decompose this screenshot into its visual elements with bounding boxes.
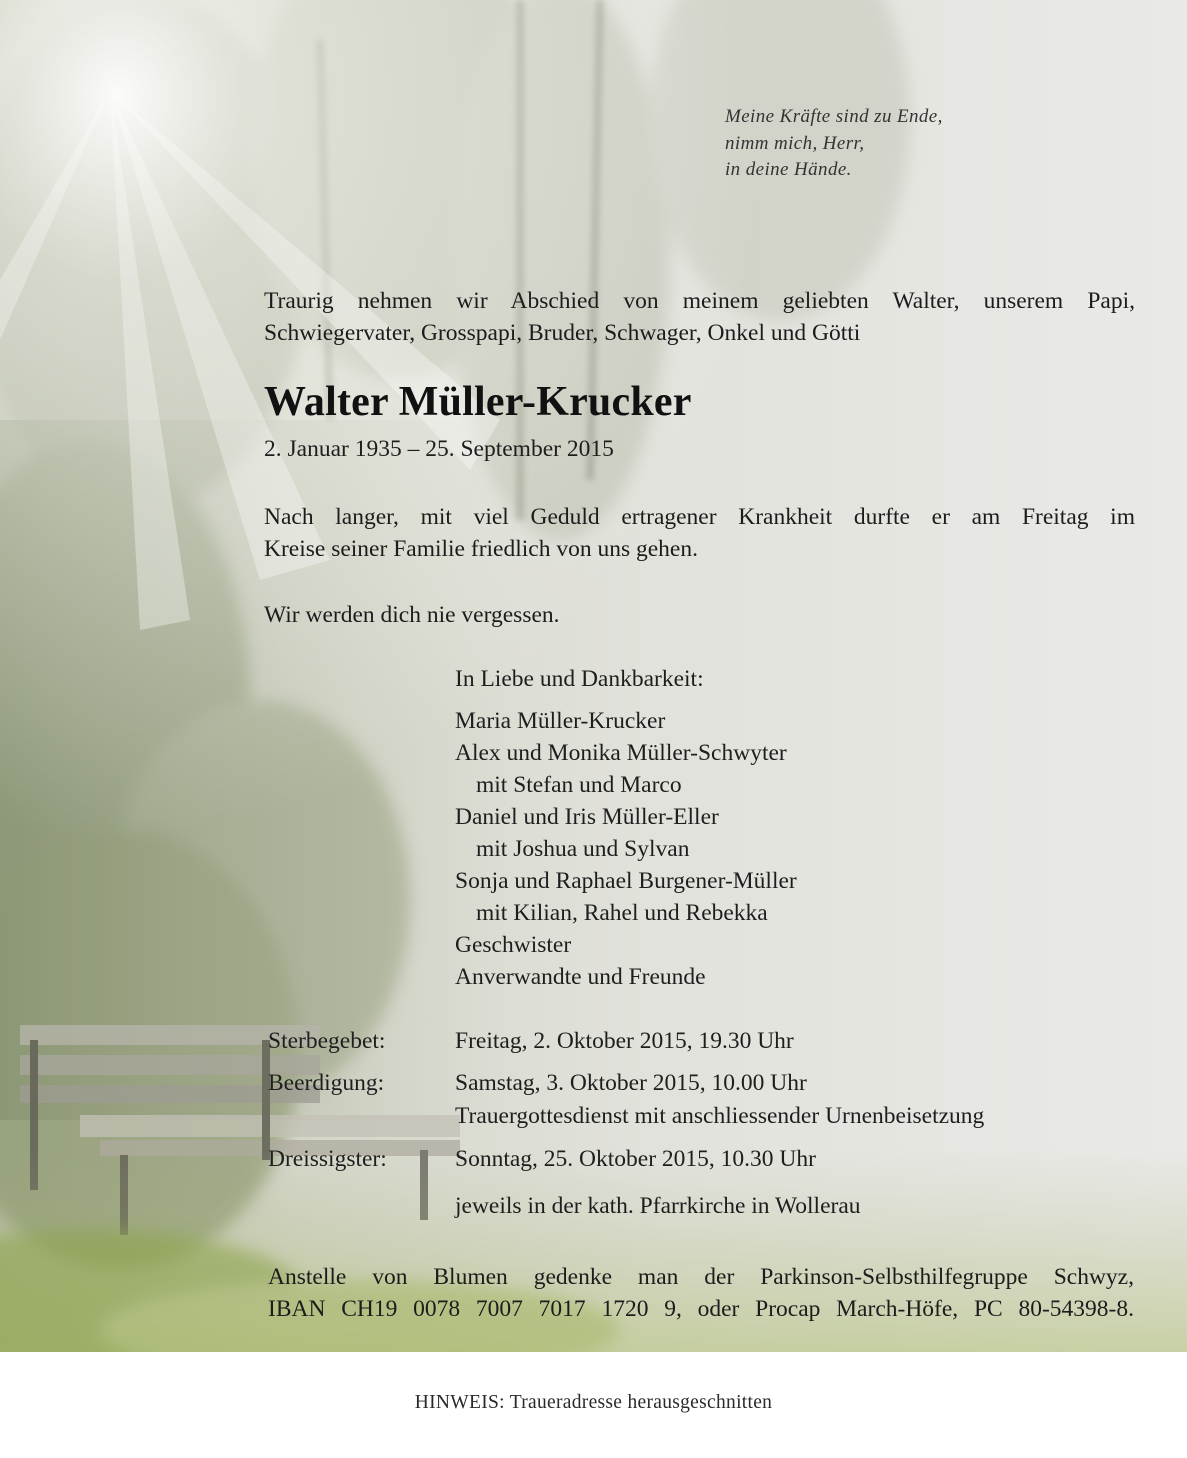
mourners-list xyxy=(455,663,797,993)
message-line: Kreise seiner Familie friedlich von uns gehen. xyxy=(264,536,698,562)
mourner-line: mit Joshua und Sylvan xyxy=(476,836,690,862)
church-location: jeweils in der kath. Pfarrkirche in Wollerau xyxy=(455,1193,861,1219)
donation-paragraph xyxy=(268,1261,1134,1325)
sterbegebet-value: Freitag, 2. Oktober 2015, 19.30 Uhr xyxy=(455,1028,794,1054)
mourner-line: Alex und Monika Müller-Schwyter xyxy=(455,740,787,766)
mourner-line: Daniel und Iris Müller-Eller xyxy=(455,804,719,830)
donation-line: Anstelle von Blumen gedenke man der Parkinson-Selbsthilfegruppe Schwyz, xyxy=(268,1264,1134,1290)
verse-line: nimm mich, Herr, xyxy=(725,132,865,154)
dreissigster-label: Dreissigster: xyxy=(268,1146,387,1172)
intro-line: Traurig nehmen wir Abschied von meinem geliebten Walter, unserem Papi, xyxy=(264,288,1135,314)
intro-line: Schwiegervater, Grosspapi, Bruder, Schwager, Onkel und Götti xyxy=(264,320,861,346)
mourner-line: Anverwandte und Freunde xyxy=(455,964,706,990)
message-paragraph xyxy=(264,501,1135,565)
bible-verse xyxy=(725,104,943,184)
mourner-line: Geschwister xyxy=(455,932,572,958)
deceased-name: Walter Müller-Krucker xyxy=(264,379,692,425)
beerdigung-label: Beerdigung: xyxy=(268,1070,385,1096)
dreissigster-value: Sonntag, 25. Oktober 2015, 10.30 Uhr xyxy=(455,1146,816,1172)
mourners-heading: In Liebe und Dankbarkeit: xyxy=(455,666,704,692)
sterbegebet-label: Sterbegebet: xyxy=(268,1028,386,1054)
farewell-text: Wir werden dich nie vergessen. xyxy=(264,602,560,628)
mourner-line: Maria Müller-Krucker xyxy=(455,708,666,734)
beerdigung-detail: Trauergottesdienst mit anschliessender Urnenbeisetzung xyxy=(455,1103,985,1129)
mourner-line: mit Kilian, Rahel und Rebekka xyxy=(476,900,768,926)
address-removed-note: HINWEIS: Traueradresse herausgeschnitten xyxy=(414,1392,773,1413)
verse-line: in deine Hände. xyxy=(725,159,852,180)
mourner-line: mit Stefan und Marco xyxy=(476,772,682,798)
intro-paragraph xyxy=(264,285,1135,349)
verse-line: Meine Kräfte sind zu Ende, xyxy=(725,106,943,127)
message-line: Nach langer, mit viel Geduld ertragener Krankheit durfte er am Freitag im xyxy=(264,504,1135,530)
donation-line: IBAN CH19 0078 7007 7017 1720 9, oder Procap March-Höfe, PC 80-54398-8. xyxy=(268,1296,1134,1322)
mourner-line: Sonja und Raphael Burgener-Müller xyxy=(455,868,797,894)
life-dates: 2. Januar 1935 – 25. September 2015 xyxy=(264,436,614,462)
beerdigung-value: Samstag, 3. Oktober 2015, 10.00 Uhr xyxy=(455,1070,807,1096)
